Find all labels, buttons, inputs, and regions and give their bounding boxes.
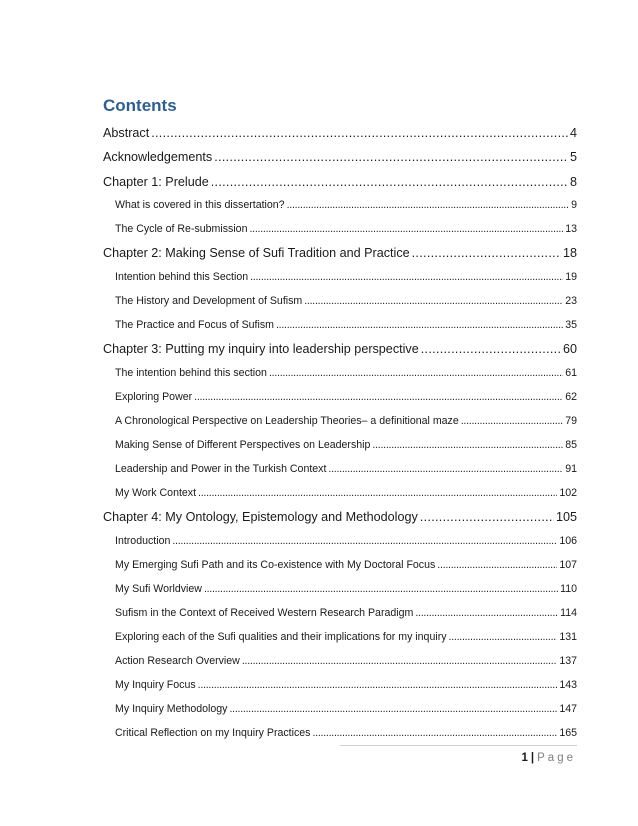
toc-dot-leader [198,679,558,691]
toc-section-entry[interactable] [115,703,577,715]
toc-dot-leader [437,559,557,571]
toc-section-entry[interactable] [115,559,577,571]
toc-dot-leader [204,583,558,595]
toc-chapter-entry[interactable] [103,175,577,189]
toc-section-entry[interactable] [115,271,577,283]
toc-section-entry[interactable] [115,319,577,331]
toc-section-entry[interactable] [115,535,577,547]
toc-dot-leader [250,271,563,283]
toc-chapter-entry[interactable] [103,126,577,140]
toc-dot-leader [287,199,570,211]
toc-dot-leader [328,463,563,475]
toc-section-entry[interactable] [115,655,577,667]
toc-dot-leader [412,246,561,260]
toc-section-entry[interactable] [115,631,577,643]
toc-entry-label: Chapter 2: Making Sense of Sufi Tradition and Practice [103,246,410,260]
toc-section-entry[interactable] [115,463,577,475]
toc-dot-leader [249,223,563,235]
toc-dot-leader [372,439,563,451]
toc-entry-label: My Inquiry Methodology [115,703,228,715]
toc-section-entry[interactable] [115,295,577,307]
toc-entry-page-number: 105 [555,510,577,524]
toc-entry-page-number: 147 [559,703,577,715]
toc-dot-leader [312,727,557,739]
toc-entry-page-number: 61 [565,367,577,379]
toc-dot-leader [420,510,554,524]
toc-entry-label: A Chronological Perspective on Leadership Theories– a definitional maze [115,415,459,427]
toc-dot-leader [194,391,563,403]
footer-rule [340,745,577,746]
toc-dot-leader [276,319,563,331]
toc-entry-page-number: 4 [569,126,577,140]
toc-entry-page-number: 114 [560,607,577,619]
toc-entry-label: My Sufi Worldview [115,583,202,595]
toc-section-entry[interactable] [115,679,577,691]
toc-entry-page-number: 110 [560,583,577,595]
toc-dot-leader [269,367,563,379]
toc-entry-label: Abstract [103,126,150,140]
toc-section-entry[interactable] [115,415,577,427]
toc-section-entry[interactable] [115,391,577,403]
toc-entry-page-number: 60 [562,342,577,356]
toc-entry-label: Exploring Power [115,391,193,403]
toc-dot-leader [304,295,563,307]
toc-dot-leader [151,126,568,140]
toc-entry-label: Action Research Overview [115,655,240,667]
toc-entry-label: Chapter 3: Putting my inquiry into leadership perspective [103,342,419,356]
toc-dot-leader [421,342,561,356]
toc-entry-page-number: 107 [559,559,577,571]
toc-entry-page-number: 8 [569,175,577,189]
toc-entry-label: Introduction [115,535,171,547]
toc-dot-leader [242,655,557,667]
toc-entry-label: Exploring each of the Sufi qualities and their implications for my inquiry [115,631,447,643]
toc-section-entry[interactable] [115,607,577,619]
toc-dot-leader [198,487,557,499]
toc-section-entry[interactable] [115,199,577,211]
toc-chapter-entry[interactable] [103,150,577,164]
toc-entry-label: Critical Reflection on my Inquiry Practices [115,727,311,739]
toc-entry-label: The intention behind this section [115,367,267,379]
toc-entry-page-number: 19 [565,271,577,283]
toc-entry-page-number: 79 [565,415,577,427]
toc-entry-page-number: 5 [569,150,577,164]
toc-dot-leader [172,535,557,547]
page-footer [522,752,576,764]
toc-entry-page-number: 91 [565,463,577,475]
toc-dot-leader [229,703,557,715]
toc-entry-label: Acknowledgements [103,150,213,164]
footer-page-number: 1 [521,752,528,764]
toc-entry-page-number: 106 [559,535,577,547]
toc-section-entry[interactable] [115,367,577,379]
toc-entry-label: Sufism in the Context of Received Western Research Paradigm [115,607,414,619]
toc-entry-label: Making Sense of Different Perspectives on Leadership [115,439,371,451]
toc-section-entry[interactable] [115,583,577,595]
toc-dot-leader [449,631,558,643]
toc-section-entry[interactable] [115,223,577,235]
toc-entry-page-number: 9 [571,199,577,211]
toc-chapter-entry[interactable] [103,510,577,524]
toc-entry-page-number: 131 [559,631,577,643]
toc-entry-label: Intention behind this Section [115,271,249,283]
toc-section-entry[interactable] [115,487,577,499]
toc-entry-label: What is covered in this dissertation? [115,199,285,211]
toc-dot-leader [211,175,568,189]
toc-entry-label: Chapter 1: Prelude [103,175,209,189]
toc-entry-page-number: 62 [565,391,577,403]
toc-entry-page-number: 102 [559,487,577,499]
toc-entry-label: The History and Development of Sufism [115,295,303,307]
toc-entry-label: Chapter 4: My Ontology, Epistemology and Methodology [103,510,418,524]
toc-title: Contents [103,96,177,115]
toc-entry-label: My Emerging Sufi Path and its Co-existence with My Doctoral Focus [115,559,436,571]
toc-chapter-entry[interactable] [103,246,577,260]
footer-page-word: Page [537,752,576,764]
toc-section-entry[interactable] [115,727,577,739]
toc-entry-page-number: 143 [559,679,577,691]
toc-entry-page-number: 13 [565,223,577,235]
toc-entry-label: My Inquiry Focus [115,679,196,691]
toc-entry-label: The Cycle of Re-submission [115,223,248,235]
toc-entry-page-number: 85 [565,439,577,451]
toc-dot-leader [415,607,558,619]
toc-entry-page-number: 35 [565,319,577,331]
toc-entry-label: My Work Context [115,487,197,499]
toc-entry-label: The Practice and Focus of Sufism [115,319,274,331]
footer-separator: | [530,752,535,764]
toc-dot-leader [214,150,568,164]
toc-section-entry[interactable] [115,439,577,451]
toc-entry-page-number: 18 [562,246,577,260]
toc-entry-label: Leadership and Power in the Turkish Context [115,463,327,475]
toc-entry-page-number: 23 [565,295,577,307]
toc-chapter-entry[interactable] [103,342,577,356]
toc-dot-leader [461,415,563,427]
toc-entry-page-number: 137 [559,655,577,667]
toc-entry-page-number: 165 [559,727,577,739]
